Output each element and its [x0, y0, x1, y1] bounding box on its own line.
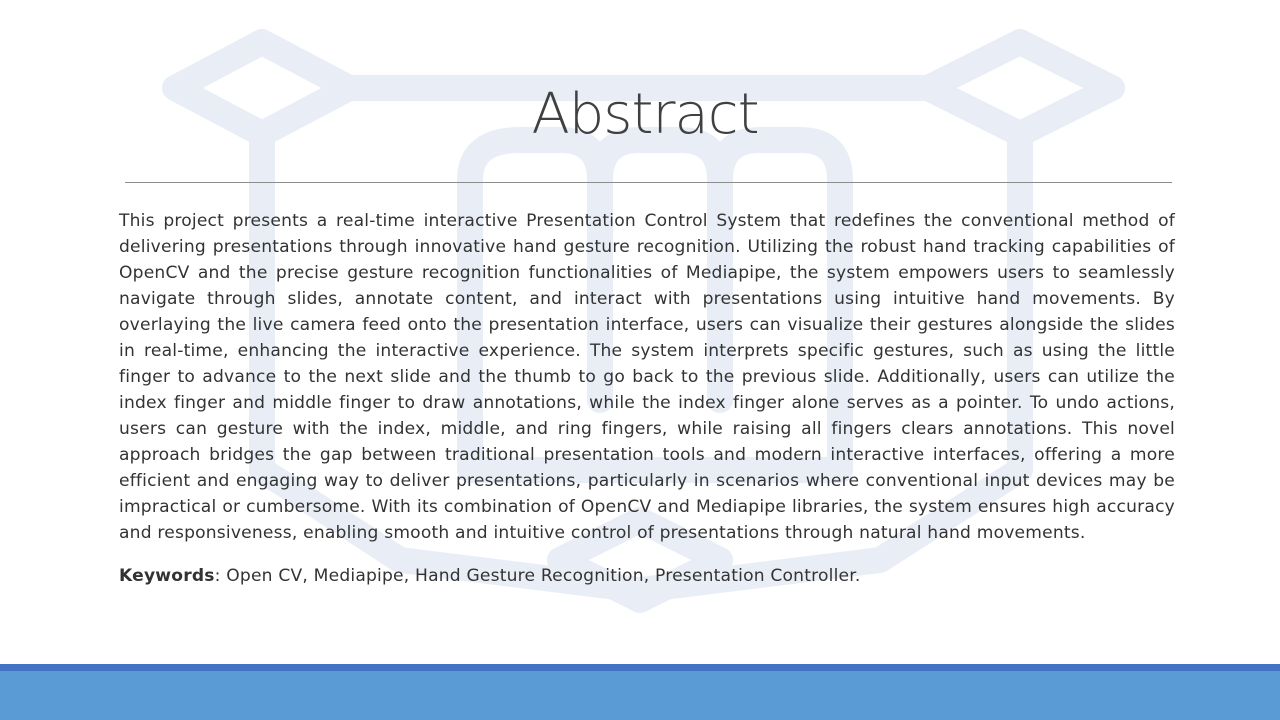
keywords-line: [119, 563, 1175, 589]
footer-accent-line: [0, 664, 1280, 671]
title-divider: [125, 182, 1172, 183]
abstract-paragraph: This project presents a real-time interactive Presentation Control System that redefines the conventional method of delivering presentations through innovative hand gesture recognition. Utilizing the robust hand tracking capabilities of OpenCV and the precise gesture recognition functionalities of Mediapipe, the system empowers users to seamlessly navigate through slides, annotate content, and interact with presentations using intuitive hand movements. By overlaying the live camera feed onto the presentation interface, users can visualize their gestures alongside the slides in real-time, enhancing the interactive experience. The system interprets specific gestures, such as using the little finger to advance to the next slide and the thumb to go back to the previous slide. Additionally, users can utilize the index finger and middle finger to draw annotations, while the index finger alone serves as a pointer. To undo actions, users can gesture with the index, middle, and ring fingers, while raising all fingers clears annotations. This novel approach bridges the gap between traditional presentation tools and modern interactive interfaces, offering a more efficient and engaging way to deliver presentations, particularly in scenarios where conventional input devices may be impractical or cumbersome. With its combination of OpenCV and Mediapipe libraries, the system ensures high accuracy and responsiveness, enabling smooth and intuitive control of presentations through natural hand movements.: [119, 211, 1175, 543]
keywords-value: : Open CV, Mediapipe, Hand Gesture Recognition, Presentation Controller.: [214, 566, 861, 586]
slide-title: Abstract: [531, 82, 759, 147]
slide-body: [119, 208, 1175, 589]
keywords-label: Keywords: [119, 566, 215, 586]
footer-bar: [0, 671, 1280, 720]
